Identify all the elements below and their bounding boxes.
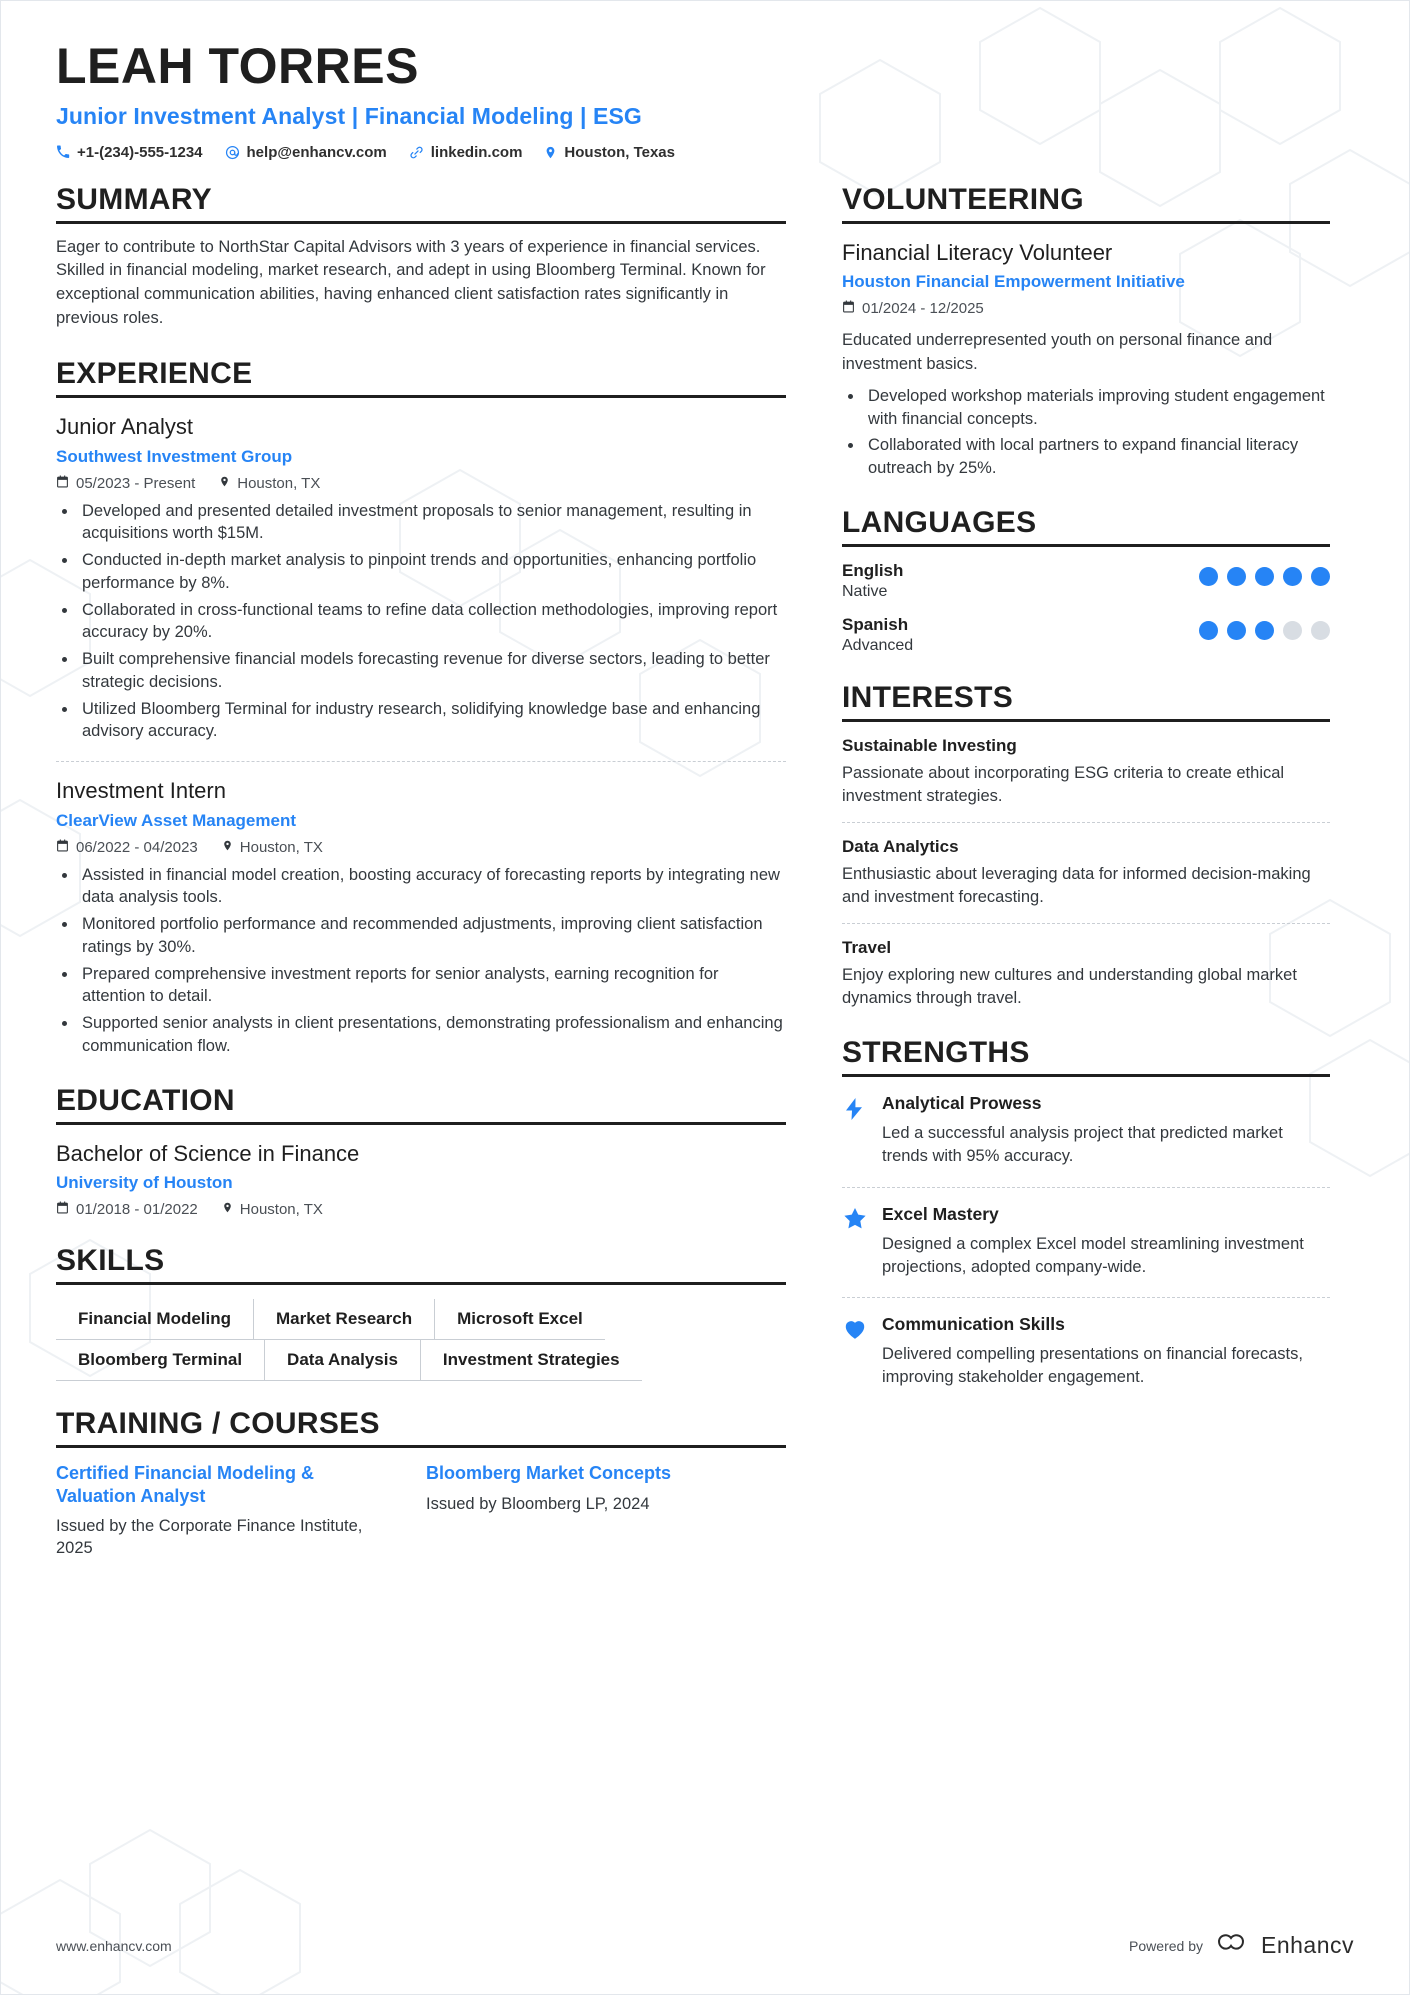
section-title-strengths: STRENGTHS bbox=[842, 1036, 1030, 1070]
contact-location-text: Houston, Texas bbox=[564, 143, 675, 161]
section-training bbox=[56, 1407, 786, 1560]
experience-entry bbox=[56, 414, 786, 743]
interest-text: Enthusiastic about leveraging data for informed decision-making and investment forecasting. bbox=[842, 864, 1311, 907]
powered-by-label: Powered by bbox=[1129, 1937, 1203, 1954]
strength-name: Analytical Prowess bbox=[882, 1093, 1042, 1114]
skill-chip: Data Analysis bbox=[264, 1340, 420, 1381]
rating-dot bbox=[1227, 567, 1246, 586]
calendar-icon bbox=[56, 1201, 69, 1218]
list-item: • Conducted in-depth market analysis to pinpoint trends and opportunities, enhancing portfolio performance by 8%. bbox=[78, 549, 786, 595]
location-icon bbox=[222, 839, 233, 856]
calendar-icon bbox=[842, 300, 855, 317]
contact-location bbox=[544, 144, 675, 161]
section-title-volunteering: VOLUNTEERING bbox=[842, 182, 1084, 216]
interest-name: Data Analytics bbox=[842, 836, 959, 856]
location-icon bbox=[544, 145, 557, 160]
divider bbox=[56, 1282, 786, 1285]
training-item bbox=[56, 1462, 386, 1560]
list-item: • Developed workshop materials improving student engagement with financial concepts. bbox=[864, 385, 1330, 431]
contact-list bbox=[56, 144, 1354, 161]
section-volunteering bbox=[842, 183, 1330, 480]
divider bbox=[842, 544, 1330, 547]
list-item: • Built comprehensive financial models forecasting revenue for diverse sectors, leading to better strategic decisions. bbox=[78, 648, 786, 694]
interest-name: Travel bbox=[842, 938, 892, 958]
divider bbox=[56, 221, 786, 224]
rating-dot bbox=[1227, 621, 1246, 640]
education-dates-text: 01/2018 - 01/2022 bbox=[76, 1201, 198, 1219]
list-item: • Assisted in financial model creation, boosting accuracy of forecasting reports by integrating new data analysis tools. bbox=[78, 864, 786, 910]
experience-company: ClearView Asset Management bbox=[56, 810, 296, 830]
interest-item bbox=[842, 938, 1330, 1010]
strength-item bbox=[842, 1093, 1330, 1168]
summary-text: Eager to contribute to NorthStar Capital Advisors with 3 years of experience in financial services. Skilled in financial modeling, market research, and adept in using Bloomberg Terminal. Known for exceptional communication abilities, having enhanced client satisfaction rates significantly in previous roles. bbox=[56, 237, 766, 328]
section-interests bbox=[842, 681, 1330, 1011]
education-school: University of Houston bbox=[56, 1173, 233, 1193]
experience-bullets bbox=[56, 500, 786, 744]
skill-chip: Financial Modeling bbox=[56, 1299, 253, 1340]
job-headline: Junior Investment Analyst | Financial Modeling | ESG bbox=[56, 102, 642, 129]
link-icon bbox=[409, 145, 424, 160]
rating-dot bbox=[1283, 567, 1302, 586]
experience-entry bbox=[56, 778, 786, 1058]
divider bbox=[842, 822, 1330, 823]
section-title-interests: INTERESTS bbox=[842, 680, 1014, 714]
experience-role: Investment Intern bbox=[56, 778, 226, 804]
interest-item bbox=[842, 736, 1330, 823]
location-icon bbox=[222, 1201, 233, 1218]
star-icon bbox=[842, 1204, 868, 1279]
divider bbox=[842, 719, 1330, 722]
language-name: English bbox=[842, 560, 904, 580]
education-location bbox=[222, 1201, 323, 1218]
language-name: Spanish bbox=[842, 614, 909, 634]
education-dates bbox=[56, 1201, 198, 1218]
section-title-summary: SUMMARY bbox=[56, 182, 212, 216]
rating-dot bbox=[1199, 567, 1218, 586]
volunteering-role: Financial Literacy Volunteer bbox=[842, 239, 1113, 265]
volunteering-bullets bbox=[842, 385, 1330, 480]
divider bbox=[842, 1187, 1330, 1188]
section-education bbox=[56, 1084, 786, 1218]
divider bbox=[842, 923, 1330, 924]
section-title-languages: LANGUAGES bbox=[842, 505, 1037, 539]
language-rating bbox=[1199, 561, 1330, 586]
experience-bullets bbox=[56, 864, 786, 1058]
list-item: • Collaborated with local partners to expand financial literacy outreach by 25%. bbox=[864, 434, 1330, 480]
rating-dot bbox=[1255, 567, 1274, 586]
footer-branding bbox=[1129, 1932, 1354, 1959]
divider bbox=[56, 761, 786, 762]
section-summary bbox=[56, 183, 786, 332]
resume-header bbox=[56, 40, 1354, 161]
education-location-text: Houston, TX bbox=[239, 1201, 323, 1219]
education-entry bbox=[56, 1141, 786, 1218]
section-skills bbox=[56, 1244, 786, 1381]
list-item: • Monitored portfolio performance and recommended adjustments, improving client satisfaction ratings by 30%. bbox=[78, 913, 786, 959]
skills-row bbox=[56, 1299, 786, 1340]
lightning-icon bbox=[842, 1093, 868, 1168]
training-item bbox=[426, 1462, 756, 1560]
volunteering-meta bbox=[842, 300, 1330, 317]
strength-item bbox=[842, 1314, 1330, 1389]
section-languages bbox=[842, 506, 1330, 655]
rating-dot bbox=[1311, 567, 1330, 586]
divider bbox=[842, 221, 1330, 224]
rating-dot bbox=[1199, 621, 1218, 640]
experience-location bbox=[222, 839, 323, 856]
experience-dates bbox=[56, 475, 195, 492]
section-title-training: TRAINING / COURSES bbox=[56, 1407, 380, 1441]
left-column bbox=[56, 183, 786, 1560]
training-name: Certified Financial Modeling & Valuation Analyst bbox=[56, 1463, 315, 1506]
page-title: LEAH TORRES bbox=[56, 38, 419, 94]
skills-row bbox=[56, 1340, 786, 1381]
contact-linkedin[interactable] bbox=[409, 144, 523, 161]
experience-meta bbox=[56, 475, 786, 492]
education-meta bbox=[56, 1201, 786, 1218]
contact-email[interactable] bbox=[225, 144, 387, 161]
list-item: • Developed and presented detailed investment proposals to senior management, resulting in acquisitions worth $15M. bbox=[78, 500, 786, 546]
language-item bbox=[842, 615, 1330, 655]
training-name: Bloomberg Market Concepts bbox=[426, 1463, 672, 1484]
skill-chip: Microsoft Excel bbox=[434, 1299, 605, 1340]
brand-name: Enhancv bbox=[1260, 1932, 1354, 1958]
contact-linkedin-text: linkedin.com bbox=[430, 143, 523, 161]
training-list bbox=[56, 1462, 786, 1560]
volunteering-dates-text: 01/2024 - 12/2025 bbox=[862, 299, 984, 317]
experience-meta bbox=[56, 839, 786, 856]
languages-list bbox=[842, 561, 1330, 655]
calendar-icon bbox=[56, 839, 69, 856]
strength-item bbox=[842, 1204, 1330, 1279]
divider bbox=[842, 1297, 1330, 1298]
divider bbox=[56, 1122, 786, 1125]
footer-website[interactable]: www.enhancv.com bbox=[56, 1937, 172, 1954]
contact-phone[interactable] bbox=[56, 144, 203, 161]
calendar-icon bbox=[56, 475, 69, 492]
email-icon bbox=[225, 145, 240, 160]
divider bbox=[842, 1074, 1330, 1077]
skill-chip: Investment Strategies bbox=[420, 1340, 642, 1381]
volunteering-text: Educated underrepresented youth on personal finance and investment basics. bbox=[842, 330, 1273, 373]
language-rating bbox=[1199, 615, 1330, 640]
strength-name: Communication Skills bbox=[882, 1313, 1065, 1334]
interest-name: Sustainable Investing bbox=[842, 735, 1017, 755]
contact-email-text: help@enhancv.com bbox=[246, 143, 387, 161]
strength-text: Led a successful analysis project that predicted market trends with 95% accuracy. bbox=[882, 1124, 1283, 1166]
experience-location-text: Houston, TX bbox=[237, 474, 321, 492]
section-title-education: EDUCATION bbox=[56, 1083, 235, 1117]
experience-dates-text: 05/2023 - Present bbox=[76, 474, 196, 492]
phone-icon bbox=[56, 145, 70, 159]
section-title-skills: SKILLS bbox=[56, 1244, 165, 1278]
experience-role: Junior Analyst bbox=[56, 414, 193, 440]
language-item bbox=[842, 561, 1330, 601]
interest-item bbox=[842, 837, 1330, 924]
volunteering-org: Houston Financial Empowerment Initiative bbox=[842, 271, 1185, 291]
section-title-experience: EXPERIENCE bbox=[56, 357, 253, 391]
page-footer bbox=[56, 1932, 1354, 1959]
strength-name: Excel Mastery bbox=[882, 1203, 999, 1224]
list-item: • Prepared comprehensive investment reports for senior analysts, earning recognition for attention to detail. bbox=[78, 963, 786, 1009]
experience-dates bbox=[56, 839, 198, 856]
right-column bbox=[842, 183, 1330, 1389]
divider bbox=[56, 395, 786, 398]
location-icon bbox=[219, 475, 230, 492]
experience-company: Southwest Investment Group bbox=[56, 446, 293, 466]
heart-icon bbox=[842, 1314, 868, 1389]
training-issuer: Issued by Bloomberg LP, 2024 bbox=[426, 1494, 650, 1513]
experience-location bbox=[219, 475, 320, 492]
list-item: • Utilized Bloomberg Terminal for industry research, solidifying knowledge base and enhancing advisory accuracy. bbox=[78, 698, 786, 744]
list-item: • Supported senior analysts in client presentations, demonstrating professionalism and enhancing communication flow. bbox=[78, 1012, 786, 1058]
volunteering-entry bbox=[842, 240, 1330, 480]
skill-chip: Bloomberg Terminal bbox=[56, 1340, 264, 1381]
training-issuer: Issued by the Corporate Finance Institute, 2025 bbox=[56, 1517, 363, 1558]
experience-dates-text: 06/2022 - 04/2023 bbox=[76, 838, 198, 856]
language-level: Advanced bbox=[842, 636, 914, 654]
skill-chip: Market Research bbox=[253, 1299, 434, 1340]
list-item: • Collaborated in cross-functional teams to refine data collection methodologies, improving report accuracy by 20%. bbox=[78, 599, 786, 645]
rating-dot bbox=[1283, 621, 1302, 640]
interest-text: Passionate about incorporating ESG criteria to create ethical investment strategies. bbox=[842, 763, 1285, 805]
rating-dot bbox=[1311, 621, 1330, 640]
rating-dot bbox=[1255, 621, 1274, 640]
skills-grid bbox=[56, 1299, 786, 1381]
language-level: Native bbox=[842, 582, 888, 600]
strength-text: Designed a complex Excel model streamlining investment projections, adopted company-wide. bbox=[882, 1234, 1304, 1276]
strength-text: Delivered compelling presentations on financial forecasts, improving stakeholder engagement. bbox=[882, 1344, 1303, 1386]
experience-location-text: Houston, TX bbox=[239, 838, 323, 856]
section-strengths bbox=[842, 1036, 1330, 1389]
education-degree: Bachelor of Science in Finance bbox=[56, 1140, 360, 1166]
enhancv-logo-icon bbox=[1215, 1932, 1249, 1959]
section-experience bbox=[56, 357, 786, 1058]
divider bbox=[56, 1445, 786, 1448]
volunteering-dates bbox=[842, 300, 984, 317]
interest-text: Enjoy exploring new cultures and understanding global market dynamics through travel. bbox=[842, 966, 1297, 1008]
contact-phone-text: +1-(234)-555-1234 bbox=[77, 143, 203, 161]
